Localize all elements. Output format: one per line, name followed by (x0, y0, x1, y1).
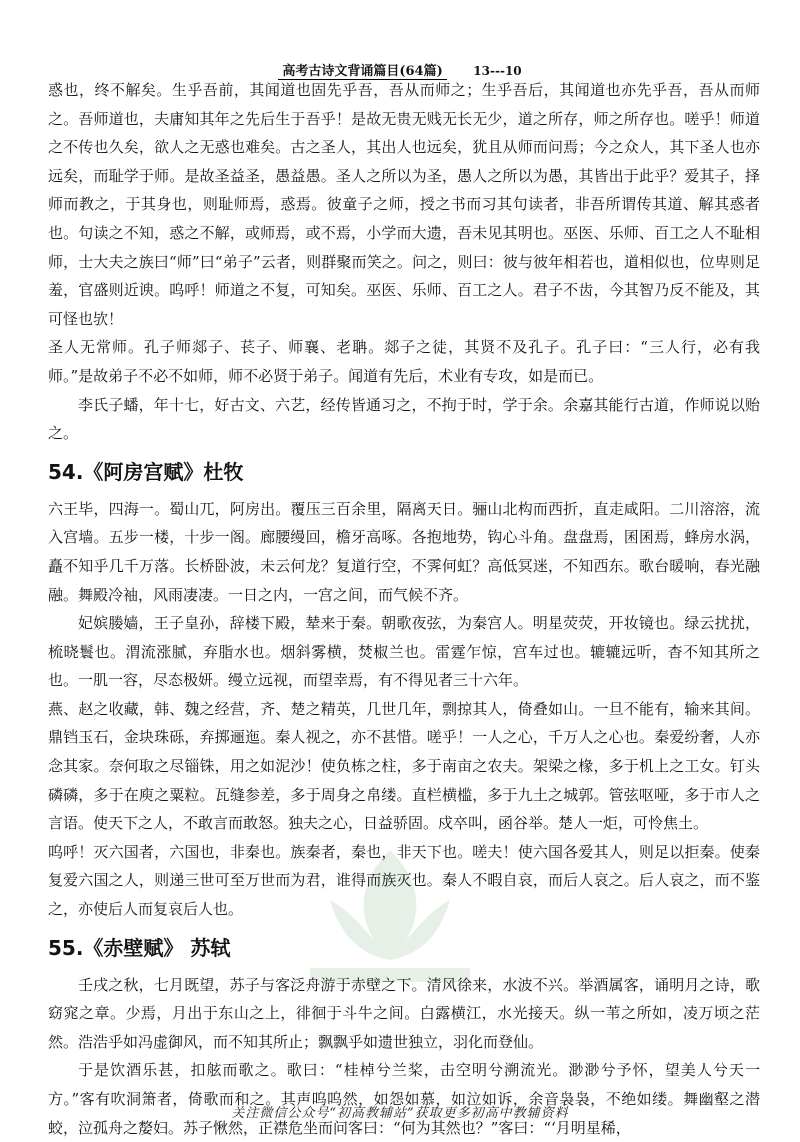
document-body (48, 76, 760, 1142)
page-number: 13---10 (473, 64, 522, 78)
footer-note: 关注微信公众号“初高教辅站”获取更多初高中教辅资料 (231, 1106, 569, 1121)
paragraph: 圣人无常师。孔子师郯子、苌子、师襄、老聃。郯子之徒，其贤不及孔子。孔子曰：“三人行，必有我师。”是故弟子不必不如师，师不必贤于弟子。闻道有先后，术业有专攻，如是而已。 (48, 338, 760, 385)
paragraph: 妃嫔媵嫱，王子皇孙，辞楼下殿，辇来于秦。朝歌夜弦，为秦宫人。明星荧荧，开妆镜也。绿云扰扰，梳晓鬟也。渭流涨腻，弃脂水也。烟斜雾横，焚椒兰也。雷霆乍惊，宫车过也。辘辘远听，杳不知其所之也。一肌一容，尽态极妍。缦立远视，而望幸焉，有不得见者三十六年。 (48, 614, 760, 690)
paragraph: 呜呼！灭六国者，六国也，非秦也。族秦者，秦也，非天下也。嗟夫！使六国各爱其人，则足以拒秦。使秦复爱六国之人，则递三世可至万世而为君，谁得而族灭也。秦人不暇自哀，而后人哀之。后人哀之，而不鉴之，亦使后人而复哀后人也。 (48, 842, 760, 919)
paragraph: 李氏子蟠，年十七，好古文、六艺，经传皆通习之，不拘于时，学于余。余嘉其能行古道，作师说以贻之。 (48, 395, 760, 443)
paragraph: 六王毕，四海一。蜀山兀，阿房出。覆压三百余里，隔离天日。骊山北构而西折，直走咸阳。二川溶溶，流入宫墙。五步一楼，十步一阁。廊腰缦回，檐牙高啄。各抱地势，钩心斗角。盘盘焉，囷囷焉，蜂房水涡，矗不知乎几千万落。长桥卧波，未云何龙？复道行空，不霁何虹？高低冥迷，不知西东。歌台暖响，春光融融。舞殿冷袖，风雨凄凄。一日之内，一宫之间，而气候不齐。 (48, 499, 760, 604)
section-heading: 54.《阿房宫赋》杜牧 (48, 459, 244, 484)
section-heading: 55.《赤壁赋》 苏轼 (48, 935, 231, 960)
paragraph: 燕、赵之收藏，韩、魏之经营，齐、楚之精英，几世几年，剽掠其人，倚叠如山。一旦不能有，输来其间。鼎铛玉石，金块珠砾，弃掷逦迤。秦人视之，亦不甚惜。嗟乎！一人之心，千万人之心也。秦爱纷奢，人亦念其家。奈何取之尽锱铢，用之如泥沙！使负栋之柱，多于南亩之农夫。架梁之椽，多于机上之工女。钉头磷磷，多于在庾之粟粒。瓦缝参差，多于周身之帛缕。直栏横槛，多于九土之城郭。管弦呕哑，多于市人之言语。使天下之人，不敢言而敢怒。独夫之心，日益骄固。戍卒叫，函谷举。楚人一炬，可怜焦土。 (48, 699, 760, 833)
document-title: 高考古诗文背诵篇目(64篇) (278, 64, 446, 80)
paragraph: 壬戌之秋，七月既望，苏子与客泛舟游于赤壁之下。清风徐来，水波不兴。举酒属客，诵明月之诗，歌窈窕之章。少焉，月出于东山之上，徘徊于斗牛之间。白露横江，水光接天。纵一苇之所如，凌万顷之茫然。浩浩乎如冯虚御风，而不知其所止；飘飘乎如遗世独立，羽化而登仙。 (48, 975, 760, 1051)
paragraph: 惑也，终不解矣。生乎吾前，其闻道也固先乎吾，吾从而师之；生乎吾后，其闻道也亦先乎吾，吾从而师之。吾师道也，夫庸知其年之先后生于吾乎！是故无贵无贱无长无少，道之所存，师之所存也。嗟乎！师道之不传也久矣，欲人之无惑也难矣。古之圣人，其出人也远矣，犹且从师而问焉；今之众人，其下圣人也亦远矣，而耻学于师。是故圣益圣，愚益愚。圣人之所以为圣，愚人之所以为愚，其皆出于此乎？爱其子，择师而教之，于其身也，则耻师焉，惑焉。彼童子之师，授之书而习其句读者，非吾所谓传其道、解其惑者也。句读之不知，惑之不解，或师焉，或不焉，小学而大遗，吾未见其明也。巫医、乐师、百工之人不耻相师，士大夫之族曰“师”曰“弟子”云者，则群聚而笑之。问之，则曰：彼与彼年相若也，道相似也，位卑则足羞，官盛则近谀。呜呼！师道之不复，可知矣。巫医、乐师、百工之人。君子不齿，今其智乃反不能及，其可怪也欤！ (48, 81, 760, 328)
paragraph: 于是饮酒乐甚，扣舷而歌之。歌曰：“桂棹兮兰桨，击空明兮溯流光。渺渺兮予怀，望美人兮天一方。”客有吹洞箫者，倚歌而和之。其声呜呜然，如怨如慕，如泣如诉，余音袅袅，不绝如缕。舞幽壑之潜蛟，泣孤舟之嫠妇。苏子愀然，正襟危坐而问客曰：“何为其然也？”客曰：“‘月明星稀， (48, 1061, 760, 1137)
